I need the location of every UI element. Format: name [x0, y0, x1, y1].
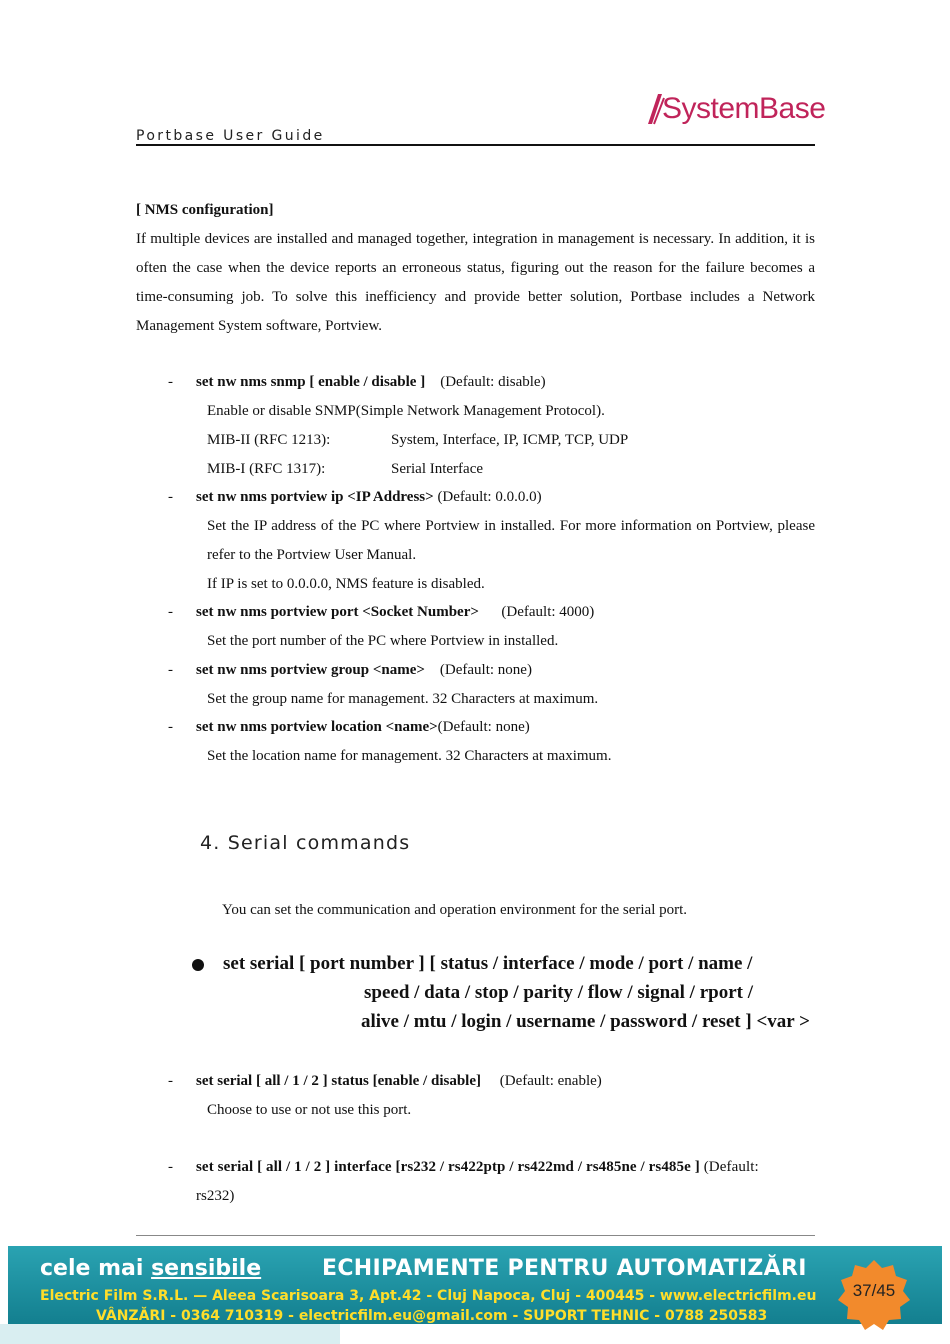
default-text: (Default: 4000)	[501, 604, 595, 620]
serial-syntax-line1: set serial [ port number ] [ status / interface / mode / port / name /	[223, 953, 753, 974]
bullet-icon	[192, 959, 204, 971]
default-text: (Default: 0.0.0.0)	[437, 489, 542, 505]
ip-note: If IP is set to 0.0.0.0, NMS feature is disabled.	[207, 576, 485, 592]
group-description: Set the group name for management. 32 Characters at maximum.	[207, 691, 599, 707]
nms-heading: [ NMS configuration]	[136, 202, 274, 218]
cmd-text: set nw nms portview location <name>	[196, 719, 438, 735]
default-text: (Default: disable)	[440, 374, 546, 390]
serial-intro: You can set the communication and operation environment for the serial port.	[222, 902, 688, 918]
serial-syntax-line3: alive / mtu / login / username / password / reset ] <var >	[361, 1011, 810, 1032]
slogan-prefix: cele mai	[40, 1256, 144, 1281]
nms-intro: If multiple devices are installed and managed together, integration in management is necessary. In addition, it is often the case when the device reports an erroneous status, figuring out the reason for the failure becomes a time-consuming job. To solve this inefficiency and provide better solution, Portbase includes a Network Management System software, Portview.	[136, 231, 815, 334]
status-description: Choose to use or not use this port.	[207, 1102, 412, 1118]
banner-main-text: ECHIPAMENTE PENTRU AUTOMATIZĂRI	[322, 1256, 807, 1281]
location-description: Set the location name for management. 32 Characters at maximum.	[207, 748, 612, 764]
default-text: (Default: none)	[437, 719, 530, 735]
cmd-text: set nw nms portview ip <IP Address>	[196, 489, 434, 505]
cmd-text: set serial [ all / 1 / 2 ] interface [rs232 / rs422ptp / rs422md / rs485ne / rs485e ]	[196, 1159, 700, 1175]
mib2-value: System, Interface, IP, ICMP, TCP, UDP	[391, 432, 629, 448]
brand-name: SystemBase	[662, 92, 826, 125]
port-description: Set the port number of the PC where Portview in installed.	[207, 633, 559, 649]
banner-slogan	[40, 1256, 261, 1281]
mib1-label: MIB-I (RFC 1317):	[207, 461, 326, 477]
snmp-description: Enable or disable SNMP(Simple Network Management Protocol).	[207, 403, 605, 419]
cmd-text: set serial [ all / 1 / 2 ] status [enable / disable]	[196, 1073, 481, 1089]
document-title: Portbase User Guide	[136, 128, 325, 144]
slogan-underlined: sensibile	[151, 1256, 262, 1281]
ip-description: Set the IP address of the PC where Portview in installed. For more information on Portview, please refer to the Portview User Manual.	[207, 518, 815, 563]
cmd-text: set nw nms portview port <Socket Number>	[196, 604, 479, 620]
footer-strip	[0, 1324, 340, 1344]
interface-default-continued: rs232)	[196, 1188, 235, 1204]
cmd-text: set nw nms snmp [ enable / disable ]	[196, 374, 426, 390]
default-text: (Default:	[703, 1159, 759, 1175]
default-text: (Default: none)	[439, 662, 532, 678]
banner-contact[interactable]: VÂNZĂRI - 0364 710319 - electricfilm.eu@gmail.com - SUPORT TEHNIC - 0788 250583	[96, 1308, 768, 1324]
header-divider	[136, 144, 815, 146]
cmd-text: set nw nms portview group <name>	[196, 662, 425, 678]
banner-address[interactable]: Electric Film S.R.L. — Aleea Scarisoara 3, Apt.42 - Cluj Napoca, Cluj - 400445 - www.electricfilm.eu	[40, 1288, 817, 1304]
section-heading-serial: 4. Serial commands	[200, 832, 411, 854]
mib1-value: Serial Interface	[391, 461, 484, 477]
serial-syntax-line2: speed / data / stop / parity / flow / signal / rport /	[364, 982, 753, 1003]
mib2-label: MIB-II (RFC 1213):	[207, 432, 331, 448]
page-number: 37/45	[852, 1281, 896, 1300]
footer-divider	[136, 1235, 815, 1236]
default-text: (Default: enable)	[499, 1073, 602, 1089]
